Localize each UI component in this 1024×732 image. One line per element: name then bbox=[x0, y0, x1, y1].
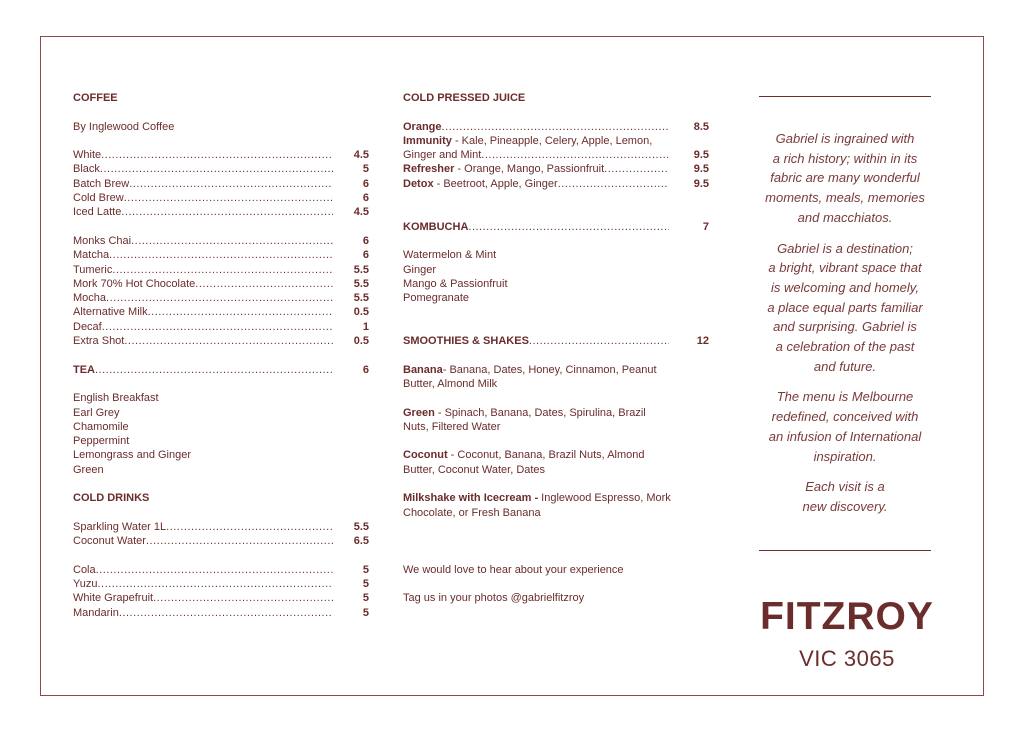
list-item: Ginger bbox=[403, 263, 437, 276]
footer-feedback: We would love to hear about your experience bbox=[403, 563, 624, 576]
section-title-kombucha: KOMBUCHA ..... 7 bbox=[403, 220, 709, 234]
about-panel bbox=[752, 96, 938, 551]
about-paragraph: Gabriel is a destination; a bright, vibrant space that is welcoming and homely, a place equal parts familiar and surprising. Gabriel is a celebration of the past and future. bbox=[767, 240, 923, 374]
menu-item: Matcha ..... 6 bbox=[73, 248, 369, 262]
about-paragraph: Each visit is a new discovery. bbox=[802, 479, 888, 514]
coffee-subtitle: By Inglewood Coffee bbox=[73, 120, 175, 133]
list-item: Green bbox=[73, 463, 104, 476]
list-item: Chamomile bbox=[73, 420, 129, 433]
menu-item: Black ..... 5 bbox=[73, 162, 369, 176]
section-title-juice: COLD PRESSED JUICE bbox=[403, 92, 526, 104]
brand-block bbox=[752, 596, 942, 672]
menu-item: White Grapefruit ..... 5 bbox=[73, 591, 369, 605]
menu-item: Mork 70% Hot Chocolate ..... 5.5 bbox=[73, 277, 369, 291]
menu-item: Alternative Milk ..... 0.5 bbox=[73, 305, 369, 319]
section-title-tea: TEA ..... 6 bbox=[73, 363, 369, 377]
menu-item: Cold Brew ..... 6 bbox=[73, 191, 369, 205]
section-title-coffee: COFFEE bbox=[73, 92, 118, 104]
menu-item: Mandarin ..... 5 bbox=[73, 606, 369, 620]
about-text bbox=[752, 129, 938, 517]
menu-item: Tumeric ..... 5.5 bbox=[73, 263, 369, 277]
smoothie-item: Banana- Banana, Dates, Honey, Cinnamon, Peanut Butter, Almond Milk bbox=[403, 363, 657, 390]
list-item: English Breakfast bbox=[73, 392, 159, 405]
menu-item: Mocha ..... 5.5 bbox=[73, 291, 369, 305]
menu-item: Extra Shot ..... 0.5 bbox=[73, 334, 369, 348]
brand-name: FITZROY bbox=[760, 595, 934, 638]
section-title-smoothies: SMOOTHIES & SHAKES ..... 12 bbox=[403, 334, 709, 348]
smoothie-item: Milkshake with Icecream - Inglewood Espresso, Mork Chocolate, or Fresh Banana bbox=[403, 492, 671, 519]
menu-item: Ginger and Mint ..... 9.5 bbox=[403, 148, 709, 162]
menu-item: Iced Latte ..... 4.5 bbox=[73, 205, 369, 219]
menu-item: Decaf ..... 1 bbox=[73, 320, 369, 334]
menu-item: Orange ..... 8.5 bbox=[403, 120, 709, 134]
bottom-divider bbox=[759, 550, 931, 551]
menu-item: Batch Brew ..... 6 bbox=[73, 177, 369, 191]
smoothie-item: Coconut - Coconut, Banana, Brazil Nuts, Almond Butter, Coconut Water, Dates bbox=[403, 449, 645, 476]
menu-item: Detox - Beetroot, Apple, Ginger ..... 9.5 bbox=[403, 177, 709, 191]
menu-item: Refresher - Orange, Mango, Passionfruit ..... 9.5 bbox=[403, 162, 709, 176]
menu-column-left bbox=[73, 91, 369, 620]
menu-item: Sparkling Water 1L ..... 5.5 bbox=[73, 520, 369, 534]
brand-location: VIC 3065 bbox=[799, 646, 895, 671]
list-item: Watermelon & Mint bbox=[403, 249, 497, 262]
list-item: Earl Grey bbox=[73, 406, 120, 419]
about-paragraph: The menu is Melbourne redefined, conceived with an infusion of International inspiration. bbox=[768, 389, 922, 464]
menu-item-description: Immunity - Kale, Pineapple, Celery, Apple, Lemon, bbox=[403, 134, 653, 147]
menu-column-middle bbox=[403, 91, 709, 606]
menu-item: Coconut Water ..... 6.5 bbox=[73, 534, 369, 548]
list-item: Lemongrass and Ginger bbox=[73, 449, 192, 462]
menu-item: Monks Chai ..... 6 bbox=[73, 234, 369, 248]
menu-item: White ..... 4.5 bbox=[73, 148, 369, 162]
list-item: Mango & Passionfruit bbox=[403, 277, 508, 290]
menu-item: Yuzu ..... 5 bbox=[73, 577, 369, 591]
about-paragraph: Gabriel is ingrained with a rich history; within in its fabric are many wonderful moments, meals, memories and macchiatos. bbox=[765, 131, 925, 225]
menu-item: Cola ..... 5 bbox=[73, 563, 369, 577]
section-title-cold-drinks: COLD DRINKS bbox=[73, 492, 150, 505]
list-item: Peppermint bbox=[73, 435, 130, 448]
smoothie-item: Green - Spinach, Banana, Dates, Spirulina, Brazil Nuts, Filtered Water bbox=[403, 406, 646, 433]
footer-social: Tag us in your photos @gabrielfitzroy bbox=[403, 592, 585, 605]
list-item: Pomegranate bbox=[403, 292, 470, 305]
